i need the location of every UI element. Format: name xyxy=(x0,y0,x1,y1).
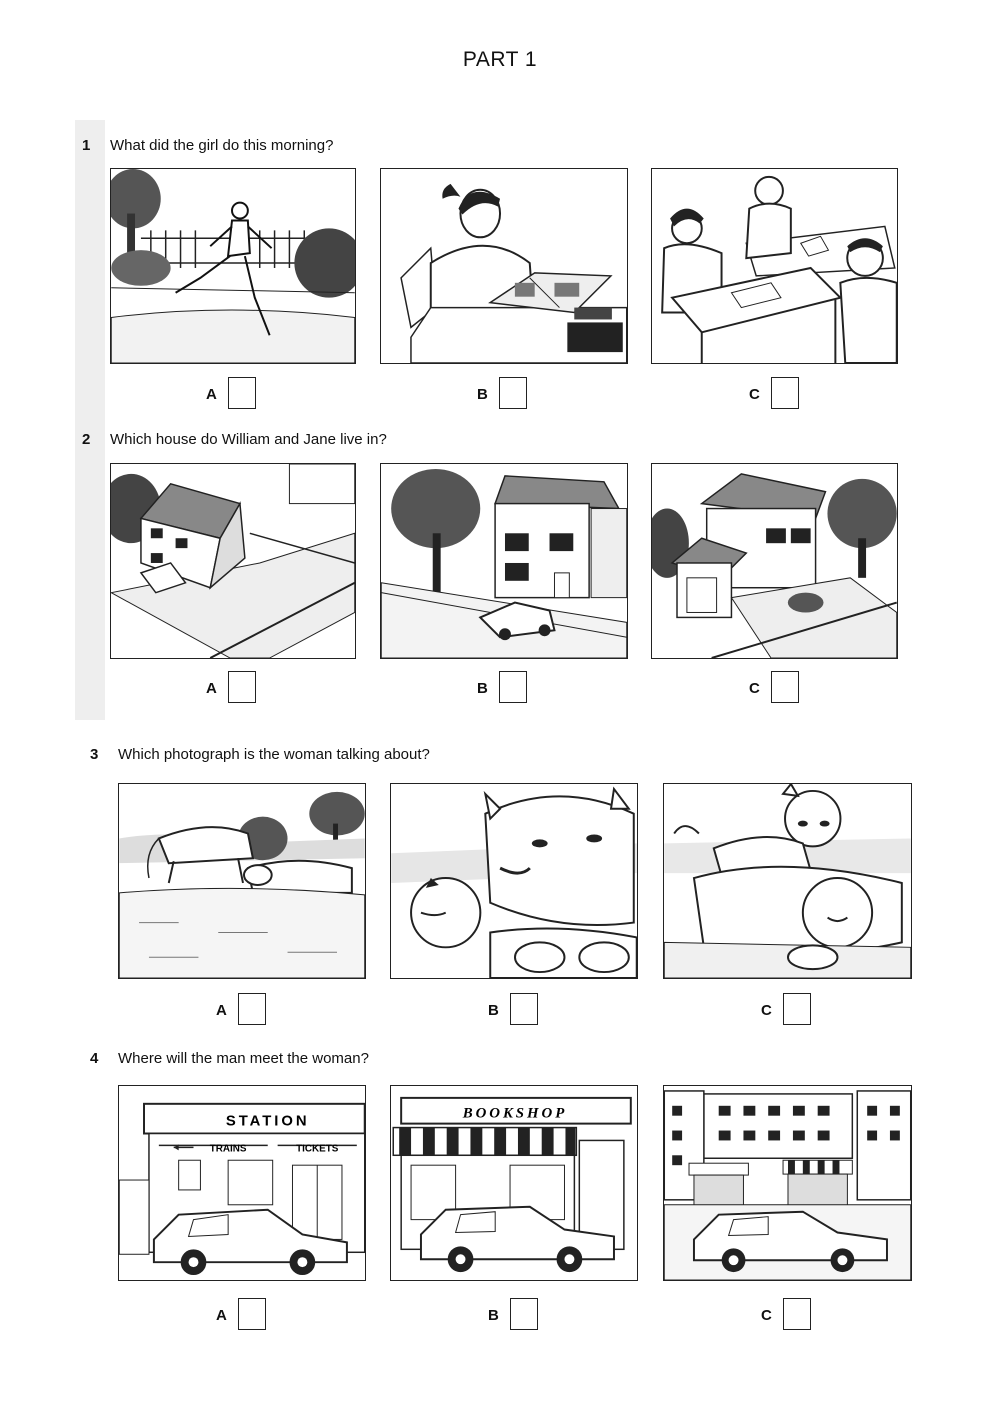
question-text: Where will the man meet the woman? xyxy=(118,1050,369,1067)
question-text: What did the girl do this morning? xyxy=(110,137,334,154)
question-1-heading xyxy=(82,137,333,154)
girl-reading-illustration xyxy=(381,169,627,363)
option-letter: B xyxy=(477,386,488,403)
option-letter: A xyxy=(206,680,217,697)
option-letter: C xyxy=(761,1307,772,1324)
station-sign: STATION xyxy=(225,1113,310,1130)
answer-checkbox[interactable] xyxy=(783,993,811,1025)
q1-picture-c xyxy=(651,168,898,364)
q4-picture-b xyxy=(390,1085,638,1281)
answer-checkbox[interactable] xyxy=(228,671,256,703)
q1-option-c[interactable] xyxy=(749,377,809,411)
page-title: PART 1 xyxy=(462,48,538,71)
question-2-heading xyxy=(82,431,387,448)
answer-checkbox[interactable] xyxy=(771,377,799,409)
q3-picture-a xyxy=(118,783,366,979)
q2-option-b[interactable] xyxy=(477,671,537,705)
q2-picture-c xyxy=(651,463,898,659)
q4-picture-c xyxy=(663,1085,912,1281)
option-letter: A xyxy=(216,1307,227,1324)
q3-option-a[interactable] xyxy=(216,993,276,1027)
question-number: 3 xyxy=(90,746,99,763)
q4-picture-a xyxy=(118,1085,366,1281)
q3-option-b[interactable] xyxy=(488,993,548,1027)
answer-checkbox[interactable] xyxy=(510,1298,538,1330)
option-letter: A xyxy=(206,386,217,403)
q4-option-b[interactable] xyxy=(488,1298,548,1332)
question-text: Which house do William and Jane live in? xyxy=(110,431,387,448)
answer-checkbox[interactable] xyxy=(499,377,527,409)
q1-option-b[interactable] xyxy=(477,377,537,411)
q2-option-a[interactable] xyxy=(206,671,266,705)
question-3-heading xyxy=(90,746,430,763)
q1-picture-a xyxy=(110,168,356,364)
house-a-illustration xyxy=(111,464,355,658)
q4-option-a[interactable] xyxy=(216,1298,276,1332)
q1-picture-b xyxy=(380,168,628,364)
option-letter: B xyxy=(477,680,488,697)
q3-picture-c xyxy=(663,783,912,979)
scan-shadow xyxy=(75,120,105,720)
option-letter: B xyxy=(488,1307,499,1324)
q4-option-c[interactable] xyxy=(761,1298,821,1332)
question-4-heading xyxy=(90,1050,369,1067)
question-text: Which photograph is the woman talking about? xyxy=(118,746,430,763)
answer-checkbox[interactable] xyxy=(238,993,266,1025)
answer-checkbox[interactable] xyxy=(510,993,538,1025)
question-number: 2 xyxy=(82,431,91,448)
q2-picture-b xyxy=(380,463,628,659)
q1-option-a[interactable] xyxy=(206,377,266,411)
answer-checkbox[interactable] xyxy=(228,377,256,409)
q2-picture-a xyxy=(110,463,356,659)
answer-checkbox[interactable] xyxy=(499,671,527,703)
option-letter: B xyxy=(488,1002,499,1019)
bookshop-illustration xyxy=(391,1086,637,1280)
cub-climbing-lioness-illustration xyxy=(664,784,911,978)
lions-resting-illustration xyxy=(119,784,365,978)
station-illustration xyxy=(119,1086,365,1280)
answer-checkbox[interactable] xyxy=(783,1298,811,1330)
option-letter: A xyxy=(216,1002,227,1019)
answer-checkbox[interactable] xyxy=(771,671,799,703)
classroom-illustration xyxy=(652,169,897,363)
q3-picture-b xyxy=(390,783,638,979)
answer-checkbox[interactable] xyxy=(238,1298,266,1330)
option-letter: C xyxy=(761,1002,772,1019)
house-b-illustration xyxy=(381,464,627,658)
girl-running-illustration xyxy=(111,169,355,363)
option-letter: C xyxy=(749,386,760,403)
question-number: 4 xyxy=(90,1050,99,1067)
lioness-and-cub-illustration xyxy=(391,784,637,978)
q3-option-c[interactable] xyxy=(761,993,821,1027)
option-letter: C xyxy=(749,680,760,697)
bookshop-sign: BOOKSHOP xyxy=(462,1105,568,1122)
q2-option-c[interactable] xyxy=(749,671,809,705)
house-c-illustration xyxy=(652,464,897,658)
trains-sign: TRAINS xyxy=(209,1143,247,1155)
question-number: 1 xyxy=(82,137,91,154)
tickets-sign: TICKETS xyxy=(296,1143,339,1155)
market-square-illustration xyxy=(664,1086,911,1280)
